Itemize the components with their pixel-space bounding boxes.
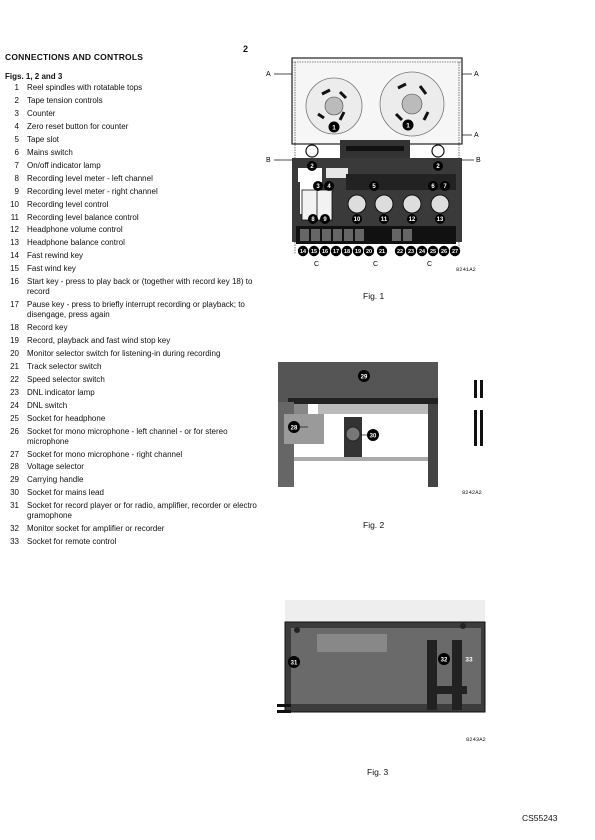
- legend-item: [0, 251, 265, 261]
- legend-description: Record, playback and fast wind stop key: [27, 335, 171, 345]
- keys-row: [296, 226, 456, 244]
- legend-number: 23: [10, 387, 19, 397]
- legend-number: 2: [14, 95, 19, 105]
- controls-legend: [0, 83, 265, 550]
- svg-text:21: 21: [378, 249, 386, 255]
- figure-1-caption: Fig. 1: [363, 291, 385, 301]
- legend-description: Headphone balance control: [27, 238, 125, 248]
- svg-text:29: 29: [360, 374, 368, 381]
- legend-item: [0, 148, 265, 158]
- legend-description: Monitor selector switch for listening-in during recording: [27, 348, 221, 358]
- legend-number: 14: [10, 251, 19, 261]
- svg-text:31: 31: [290, 660, 298, 667]
- legend-description: Mains switch: [27, 147, 73, 157]
- figure-2-side-view: [278, 362, 498, 500]
- svg-text:27: 27: [451, 249, 459, 255]
- svg-text:5: 5: [372, 184, 376, 191]
- legend-number: 4: [14, 121, 19, 131]
- legend-item: [0, 83, 265, 93]
- svg-text:2: 2: [310, 164, 314, 171]
- legend-description: Counter: [27, 108, 56, 118]
- svg-text:22: 22: [396, 249, 404, 255]
- legend-description: DNL indicator lamp: [27, 387, 95, 397]
- legend-item: [0, 336, 265, 346]
- figure-1-front-panel: [262, 54, 492, 280]
- page-number: 2: [243, 44, 249, 54]
- legend-number: 22: [10, 374, 19, 384]
- svg-text:30: 30: [369, 433, 377, 440]
- legend-number: 8: [14, 173, 19, 183]
- legend-item: [0, 524, 265, 534]
- section-a-left: A: [266, 71, 271, 78]
- svg-text:8: 8: [311, 217, 315, 224]
- legend-number: 33: [10, 537, 19, 547]
- figure-2-caption: Fig. 2: [363, 520, 385, 530]
- legend-item: [0, 501, 265, 521]
- legend-description: Recording level meter - left channel: [27, 173, 153, 183]
- document-code: CS55243: [522, 813, 558, 823]
- legend-item: [0, 537, 265, 547]
- svg-text:23: 23: [407, 249, 415, 255]
- legend-number: 26: [10, 426, 19, 436]
- svg-text:15: 15: [310, 249, 318, 255]
- legend-description: Zero reset button for counter: [27, 121, 129, 131]
- svg-text:6: 6: [431, 184, 435, 191]
- legend-number: 12: [10, 225, 19, 235]
- section-a-right-2: A: [474, 132, 479, 139]
- bottom-callouts: [298, 246, 460, 256]
- legend-item: [0, 427, 265, 447]
- svg-text:24: 24: [418, 249, 426, 255]
- legend-item: [0, 200, 265, 210]
- legend-number: 21: [10, 361, 19, 371]
- legend-number: 17: [10, 300, 19, 310]
- legend-number: 28: [10, 462, 19, 472]
- section-c-2: C: [373, 261, 379, 268]
- svg-text:2: 2: [436, 164, 440, 171]
- svg-text:7: 7: [443, 184, 447, 191]
- svg-text:32: 32: [440, 657, 448, 664]
- legend-description: Speed selector switch: [27, 374, 105, 384]
- figure-3-callout-33: 33: [465, 656, 473, 664]
- legend-item: [0, 213, 265, 223]
- legend-number: 27: [10, 449, 19, 459]
- legend-description: Reel spindles with rotatable tops: [27, 83, 143, 92]
- section-b-left: B: [266, 157, 271, 164]
- legend-number: 24: [10, 400, 19, 410]
- legend-item: [0, 462, 265, 472]
- svg-text:28: 28: [290, 425, 298, 432]
- legend-description: Start key - press to play back or (together with record key 18) to record: [27, 277, 253, 297]
- legend-number: 18: [10, 323, 19, 333]
- legend-number: 5: [14, 134, 19, 144]
- legend-number: 20: [10, 348, 19, 358]
- legend-number: 16: [10, 277, 19, 287]
- legend-number: 7: [14, 160, 19, 170]
- legend-item: [0, 375, 265, 385]
- legend-number: 11: [10, 212, 19, 222]
- legend-item: [0, 277, 265, 297]
- legend-description: Socket for mono microphone - right channel: [27, 449, 183, 459]
- section-a-right: A: [474, 71, 479, 78]
- legend-description: Socket for headphone: [27, 413, 106, 423]
- legend-item: [0, 174, 265, 184]
- legend-description: Fast rewind key: [27, 251, 84, 261]
- legend-number: 25: [10, 413, 19, 423]
- legend-item: [0, 300, 265, 320]
- figure-3-rear-view: [277, 600, 497, 745]
- legend-number: 13: [10, 238, 19, 248]
- legend-description: Monitor socket for amplifier or recorder: [27, 524, 165, 534]
- legend-number: 19: [10, 335, 19, 345]
- legend-item: [0, 238, 265, 248]
- legend-number: 31: [10, 501, 19, 511]
- svg-text:10: 10: [353, 217, 361, 224]
- legend-item: [0, 122, 265, 132]
- legend-item: [0, 135, 265, 145]
- legend-description: Voltage selector: [27, 462, 84, 472]
- legend-description: Recording level meter - right channel: [27, 186, 158, 196]
- legend-description: Pause key - press to briefly interrupt recording or playback; to disengage, press again: [27, 300, 245, 320]
- section-c-3: C: [427, 261, 433, 268]
- legend-number: 15: [10, 264, 19, 274]
- legend-number: 1: [14, 83, 19, 92]
- legend-item: [0, 109, 265, 119]
- section-c-1: C: [314, 261, 320, 268]
- legend-description: Track selector switch: [27, 361, 102, 371]
- legend-item: [0, 96, 265, 106]
- svg-text:1: 1: [406, 122, 410, 130]
- legend-description: Carrying handle: [27, 475, 84, 485]
- legend-description: Fast wind key: [27, 264, 76, 274]
- figure-3-code: 8243A2: [466, 736, 486, 743]
- legend-item: [0, 388, 265, 398]
- legend-number: 30: [10, 488, 19, 498]
- figure-1-code: 8241A2: [456, 266, 476, 273]
- legend-number: 10: [10, 199, 19, 209]
- legend-item: [0, 161, 265, 171]
- legend-description: Socket for mono microphone - left channel - or for stereo microphone: [27, 426, 228, 446]
- legend-description: Socket for mains lead: [27, 488, 104, 498]
- legend-item: [0, 264, 265, 274]
- legend-item: [0, 362, 265, 372]
- legend-number: 3: [14, 108, 19, 118]
- legend-item: [0, 225, 265, 235]
- legend-description: Socket for remote control: [27, 537, 117, 547]
- legend-description: Tape tension controls: [27, 95, 103, 105]
- legend-item: [0, 187, 265, 197]
- svg-text:25: 25: [429, 249, 437, 255]
- legend-item: [0, 450, 265, 460]
- svg-text:12: 12: [408, 217, 416, 224]
- legend-number: 6: [14, 147, 19, 157]
- legend-item: [0, 475, 265, 485]
- legend-item: [0, 323, 265, 333]
- svg-text:1: 1: [332, 124, 336, 132]
- legend-item: [0, 401, 265, 411]
- legend-description: Headphone volume control: [27, 225, 123, 235]
- legend-description: On/off indicator lamp: [27, 160, 101, 170]
- legend-number: 29: [10, 475, 19, 485]
- svg-text:11: 11: [380, 217, 388, 224]
- legend-description: Tape slot: [27, 134, 60, 144]
- svg-text:26: 26: [440, 249, 448, 255]
- legend-description: Record key: [27, 323, 68, 333]
- legend-item: [0, 488, 265, 498]
- svg-text:19: 19: [354, 249, 362, 255]
- legend-item: [0, 414, 265, 424]
- section-b-right: B: [476, 157, 481, 164]
- legend-description: DNL switch: [27, 400, 68, 410]
- svg-text:16: 16: [321, 249, 329, 255]
- legend-number: 9: [14, 186, 19, 196]
- legend-description: Recording level balance control: [27, 212, 139, 222]
- legend-description: Socket for record player or for radio, amplifier, recorder or electro gramophone: [27, 501, 257, 521]
- svg-text:13: 13: [436, 217, 444, 224]
- section-heading: CONNECTIONS AND CONTROLS: [5, 52, 144, 62]
- svg-text:9: 9: [323, 217, 327, 224]
- figures-reference: Figs. 1, 2 and 3: [5, 72, 63, 81]
- svg-text:3: 3: [316, 184, 320, 191]
- svg-text:4: 4: [327, 184, 331, 191]
- svg-text:17: 17: [332, 249, 340, 255]
- legend-number: 32: [10, 524, 19, 534]
- figure-2-code: 8242A2: [462, 489, 482, 496]
- legend-description: Recording level control: [27, 199, 109, 209]
- figure-3-caption: Fig. 3: [367, 767, 389, 777]
- svg-text:20: 20: [365, 249, 373, 255]
- svg-text:18: 18: [343, 249, 351, 255]
- svg-text:14: 14: [299, 249, 307, 255]
- legend-item: [0, 349, 265, 359]
